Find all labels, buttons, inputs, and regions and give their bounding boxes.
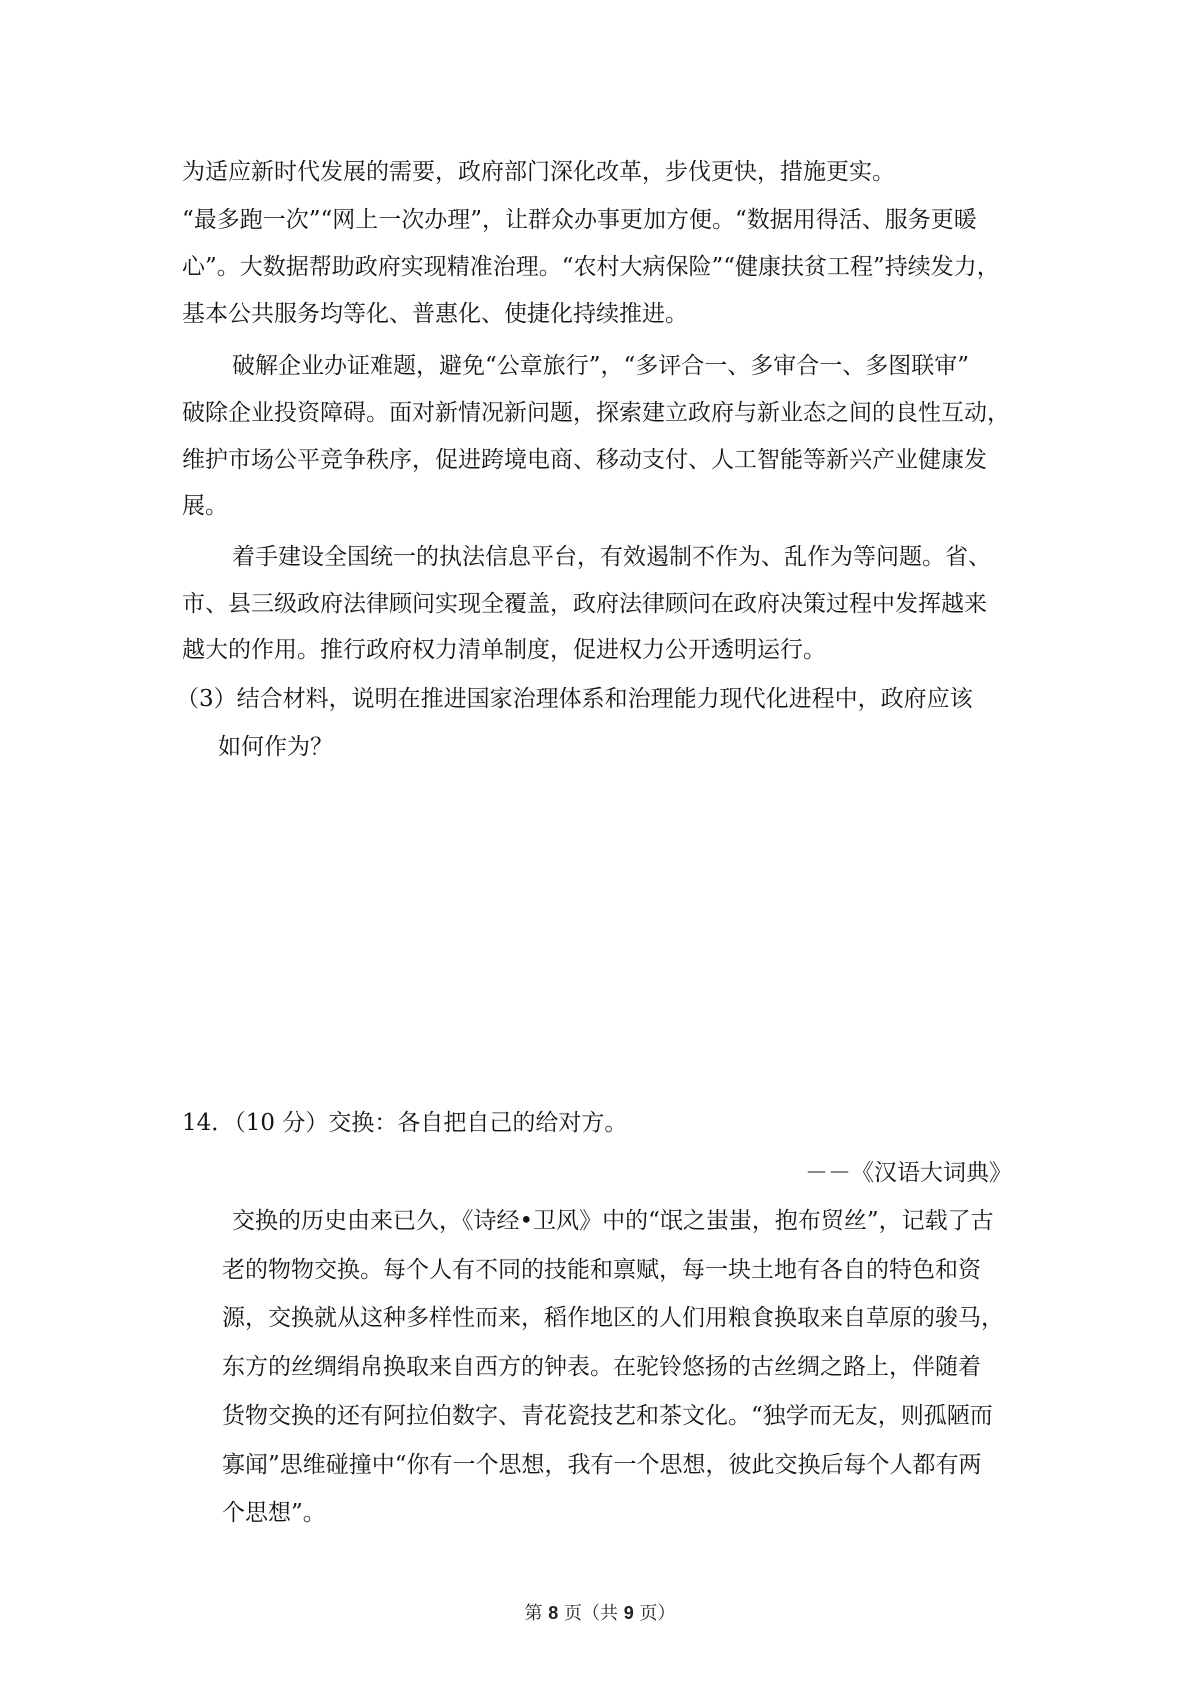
footer-suffix: 页） xyxy=(639,1603,676,1624)
question-14-line: 寡闻”思维碰撞中“你有一个思想，我有一个思想，彼此交换后每个人都有两 xyxy=(222,1452,982,1478)
material-line: 心”。大数据帮助政府实现精准治理。“农村大病保险”“健康扶贫工程”持续发力， xyxy=(182,254,1000,280)
question-14-line: 货物交换的还有阿拉伯数字、青花瓷技艺和茶文化。“独学而无友，则孤陋而 xyxy=(222,1403,993,1429)
question-14-heading: 14．（10 分）交换：各自把自己的给对方。 xyxy=(182,1110,628,1136)
material-line: 破除企业投资障碍。面对新情况新问题，探索建立政府与新业态之间的良性互动， xyxy=(182,400,1010,426)
question-14-line: 个思想”。 xyxy=(222,1500,326,1526)
question-3-line: 如何作为？ xyxy=(218,734,333,760)
material-line: 越大的作用。推行政府权力清单制度，促进权力公开透明运行。 xyxy=(182,637,826,663)
footer-prefix: 第 xyxy=(524,1603,543,1624)
quote-source: －－《汉语大词典》 xyxy=(805,1160,1012,1186)
footer-total-pages: 9 xyxy=(623,1603,634,1623)
material-line: 为适应新时代发展的需要，政府部门深化改革，步伐更快，措施更实。 xyxy=(182,159,895,185)
material-line: 展。 xyxy=(182,493,228,519)
question-14-line: 老的物物交换。每个人有不同的技能和禀赋，每一块土地有各自的特色和资 xyxy=(222,1257,981,1283)
material-line: 破解企业办证难题，避免“公章旅行”，“多评合一、多审合一、多图联审” xyxy=(232,353,970,379)
material-line: 基本公共服务均等化、普惠化、使捷化持续推进。 xyxy=(182,301,688,327)
question-14-line: 东方的丝绸绢帛换取来自西方的钟表。在驼铃悠扬的古丝绸之路上，伴随着 xyxy=(222,1354,981,1380)
question-3-line: （3）结合材料，说明在推进国家治理体系和治理能力现代化进程中，政府应该 xyxy=(176,686,973,712)
footer-page-number: 8 xyxy=(548,1603,559,1623)
material-line: 市、县三级政府法律顾问实现全覆盖，政府法律顾问在政府决策过程中发挥越来 xyxy=(182,591,987,617)
material-line: 维护市场公平竞争秩序，促进跨境电商、移动支付、人工智能等新兴产业健康发 xyxy=(182,447,987,473)
material-line: 着手建设全国统一的执法信息平台，有效遏制不作为、乱作为等问题。省、 xyxy=(232,544,991,570)
question-14-line: 源，交换就从这种多样性而来，稻作地区的人们用粮食换取来自草原的骏马， xyxy=(222,1305,1004,1331)
question-14-line: 交换的历史由来已久，《诗经•卫风》中的“氓之蚩蚩，抱布贸丝”，记载了古 xyxy=(232,1208,994,1234)
page-footer xyxy=(0,1601,1200,1626)
footer-middle: 页（共 xyxy=(564,1603,618,1624)
material-line: “最多跑一次”“网上一次办理”，让群众办事更加方便。“数据用得活、服务更暖 xyxy=(182,207,977,233)
